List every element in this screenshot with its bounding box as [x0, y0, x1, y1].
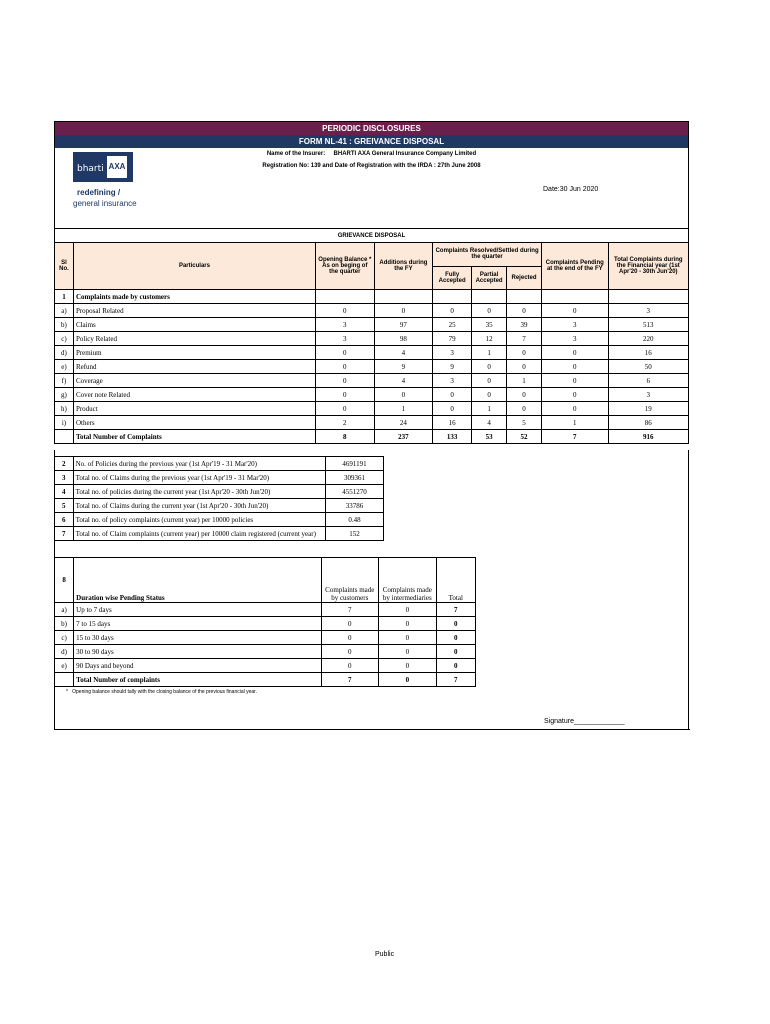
row-additions: 1	[374, 402, 433, 416]
grievance-table	[54, 228, 689, 444]
stat-label: Total no. of Claims during the current year (1st Apr'20 - 30th Jun'20)	[73, 499, 326, 513]
duration-row-label: 90 Days and beyond	[74, 659, 321, 673]
row-index: a)	[55, 304, 74, 318]
row-opening: 2	[316, 416, 375, 430]
duration-number: 8	[55, 558, 74, 603]
row-total: 19	[608, 402, 688, 416]
grievance-form	[54, 121, 689, 695]
col-total: Total Complaints during the Financial year (1st Apr'20 - 30th Jun'20)	[608, 243, 688, 290]
row-total: 513	[608, 318, 688, 332]
row-additions: 98	[374, 332, 433, 346]
row-index: f)	[55, 374, 74, 388]
row-fully: 79	[433, 332, 472, 346]
frame-left-border	[54, 450, 55, 730]
row-opening: 0	[316, 402, 375, 416]
row-partial: 0	[472, 360, 507, 374]
duration-customers: 0	[321, 645, 379, 659]
row-opening: 0	[316, 388, 375, 402]
row-label: Refund	[73, 360, 315, 374]
form-header	[54, 148, 689, 228]
row-opening: 3	[316, 318, 375, 332]
row-pending: 0	[541, 304, 608, 318]
row-pending: 1	[541, 416, 608, 430]
duration-customers: 0	[321, 617, 379, 631]
row-total: 6	[608, 374, 688, 388]
total-partial: 53	[472, 430, 507, 444]
duration-intermediaries: 0	[379, 659, 437, 673]
stat-number: 2	[55, 457, 74, 471]
stat-value: 152	[326, 527, 384, 541]
stat-value: 309361	[326, 471, 384, 485]
duration-intermediaries: 0	[379, 603, 437, 617]
row-opening: 0	[316, 374, 375, 388]
stat-value: 4551270	[326, 485, 384, 499]
stat-number: 4	[55, 485, 74, 499]
duration-row	[55, 659, 476, 673]
duration-total-customers: 7	[321, 673, 379, 687]
row-pending: 0	[541, 374, 608, 388]
row-additions: 9	[374, 360, 433, 374]
logo-brand: bharti	[77, 164, 104, 174]
total-rejected: 52	[507, 430, 542, 444]
complaint-row	[55, 374, 689, 388]
insurer-name: BHARTI AXA General Insurance Company Limited	[333, 151, 477, 157]
row-pending: 0	[541, 360, 608, 374]
duration-col-intermediaries: Complaints made by intermediaries	[379, 558, 437, 603]
row-fully: 25	[433, 318, 472, 332]
stat-value: 0.48	[326, 513, 384, 527]
row-additions: 0	[374, 388, 433, 402]
row-partial: 35	[472, 318, 507, 332]
row-partial: 12	[472, 332, 507, 346]
row-fully: 0	[433, 388, 472, 402]
row-index: e)	[55, 360, 74, 374]
row-opening: 0	[316, 304, 375, 318]
row-rejected: 0	[507, 388, 542, 402]
duration-total: 0	[436, 617, 475, 631]
row-fully: 3	[433, 374, 472, 388]
stat-number: 6	[55, 513, 74, 527]
duration-col-customers: Complaints made by customers	[321, 558, 379, 603]
total-total: 916	[608, 430, 688, 444]
row-label: Premium	[73, 346, 315, 360]
stat-value: 4691191	[326, 457, 384, 471]
row-rejected: 5	[507, 416, 542, 430]
row-partial: 4	[472, 416, 507, 430]
section-title: GRIEVANCE DISPOSAL	[55, 229, 689, 243]
row-rejected: 0	[507, 360, 542, 374]
stat-row	[55, 513, 384, 527]
row-opening: 3	[316, 332, 375, 346]
row-label: Coverage	[73, 374, 315, 388]
footnote-text: Opening balance should tally with the closing balance of the previous financial year.	[72, 689, 257, 695]
duration-total: 7	[436, 603, 475, 617]
duration-total-total: 7	[436, 673, 475, 687]
duration-total-label: Total Number of complaints	[74, 673, 321, 687]
row-index: h)	[55, 402, 74, 416]
row-pending: 0	[541, 346, 608, 360]
row-total: 50	[608, 360, 688, 374]
row-additions: 97	[374, 318, 433, 332]
row-fully: 16	[433, 416, 472, 430]
row-label: Cover note Related	[73, 388, 315, 402]
duration-row	[55, 603, 476, 617]
duration-index: a)	[55, 603, 74, 617]
col-additions: Additions during the FY	[374, 243, 433, 290]
report-date: Date:30 Jun 2020	[543, 186, 599, 193]
row-total: 86	[608, 416, 688, 430]
complaint-row	[55, 388, 689, 402]
stat-label: No. of Policies during the previous year (1st Apr'19 - 31 Mar'20)	[73, 457, 326, 471]
duration-intermediaries: 0	[379, 631, 437, 645]
row-rejected: 1	[507, 374, 542, 388]
stat-label: Total no. of policy complaints (current year) per 10000 policies	[73, 513, 326, 527]
row-rejected: 39	[507, 318, 542, 332]
stat-label: Total no. of policies during the current year (1st Apr'20 - 30th Jun'20)	[73, 485, 326, 499]
duration-index: d)	[55, 645, 74, 659]
duration-table	[54, 557, 476, 687]
signature-line: Signature_____________	[544, 718, 625, 725]
row-index: c)	[55, 332, 74, 346]
row-rejected: 0	[507, 402, 542, 416]
row-index: b)	[55, 318, 74, 332]
col-opening: Opening Balance * As on beging of the quarter	[316, 243, 375, 290]
row-partial: 0	[472, 304, 507, 318]
stat-number: 5	[55, 499, 74, 513]
group-number: 1	[55, 290, 74, 304]
duration-row-label: 15 to 30 days	[74, 631, 321, 645]
duration-row-label: Up to 7 days	[74, 603, 321, 617]
insurer-label: Name of the Insurer:	[266, 151, 326, 157]
col-rejected: Rejected	[507, 266, 542, 290]
duration-row-label: 30 to 90 days	[74, 645, 321, 659]
complaint-row	[55, 360, 689, 374]
duration-row	[55, 631, 476, 645]
footnote	[54, 689, 689, 695]
total-pending: 7	[541, 430, 608, 444]
duration-row-label: 7 to 15 days	[74, 617, 321, 631]
row-label: Claims	[73, 318, 315, 332]
col-slno: Sl No.	[55, 243, 74, 290]
complaint-row	[55, 402, 689, 416]
row-label: Product	[73, 402, 315, 416]
stat-row	[55, 471, 384, 485]
row-partial: 1	[472, 402, 507, 416]
duration-total-intermediaries: 0	[379, 673, 437, 687]
row-additions: 4	[374, 374, 433, 388]
col-resolved: Complaints Resolved/Settled during the quarter	[433, 243, 542, 267]
row-additions: 0	[374, 304, 433, 318]
col-particulars: Particulars	[73, 243, 315, 290]
duration-total: 0	[436, 631, 475, 645]
duration-total: 0	[436, 659, 475, 673]
complaint-row	[55, 318, 689, 332]
registration-line: Registration No: 139 and Date of Registration with the IRDA : 27th June 2008	[262, 163, 481, 169]
total-label: Total Number of Complaints	[73, 430, 315, 444]
row-index: d)	[55, 346, 74, 360]
duration-row	[55, 617, 476, 631]
frame-right-border	[688, 450, 689, 730]
row-pending: 0	[541, 402, 608, 416]
total-additions: 237	[374, 430, 433, 444]
row-total: 3	[608, 388, 688, 402]
logo-tagline-2: general insurance	[73, 199, 137, 208]
stat-row	[55, 527, 384, 541]
frame-bottom-border	[54, 729, 690, 730]
row-total: 220	[608, 332, 688, 346]
stat-row	[55, 485, 384, 499]
duration-label: Duration wise Pending Status	[74, 558, 321, 603]
stats-table	[54, 456, 384, 541]
duration-row	[55, 645, 476, 659]
duration-customers: 7	[321, 603, 379, 617]
logo-tagline-1: redefining /	[77, 188, 121, 197]
row-partial: 0	[472, 388, 507, 402]
stat-value: 33786	[326, 499, 384, 513]
complaint-row	[55, 304, 689, 318]
row-opening: 0	[316, 346, 375, 360]
duration-total: 0	[436, 645, 475, 659]
periodic-disclosures-band: PERIODIC DISCLOSURES	[54, 121, 689, 135]
complaints-total-row	[55, 430, 689, 444]
duration-index: e)	[55, 659, 74, 673]
axa-icon: AXA	[107, 156, 127, 178]
row-fully: 0	[433, 304, 472, 318]
duration-intermediaries: 0	[379, 617, 437, 631]
complaint-rows	[55, 304, 689, 430]
complaints-group-row	[55, 290, 689, 304]
row-fully: 3	[433, 346, 472, 360]
row-additions: 24	[374, 416, 433, 430]
duration-intermediaries: 0	[379, 645, 437, 659]
row-total: 16	[608, 346, 688, 360]
stat-row	[55, 457, 384, 471]
footnote-star: *	[66, 689, 68, 695]
row-pending: 3	[541, 318, 608, 332]
stat-number: 3	[55, 471, 74, 485]
insurer-line	[55, 151, 688, 157]
stat-label: Total no. of Claims during the previous year (1st Apr'19 - 31 Mar'20)	[73, 471, 326, 485]
row-label: Others	[73, 416, 315, 430]
row-pending: 3	[541, 332, 608, 346]
row-rejected: 0	[507, 346, 542, 360]
complaint-row	[55, 346, 689, 360]
row-opening: 0	[316, 360, 375, 374]
row-additions: 4	[374, 346, 433, 360]
row-index: i)	[55, 416, 74, 430]
stat-number: 7	[55, 527, 74, 541]
row-rejected: 0	[507, 304, 542, 318]
complaint-row	[55, 416, 689, 430]
row-rejected: 7	[507, 332, 542, 346]
duration-header-row	[55, 558, 476, 603]
col-fully-accepted: Fully Accepted	[433, 266, 472, 290]
stat-row	[55, 499, 384, 513]
form-title-band: FORM NL-41 : GREIVANCE DISPOSAL	[54, 135, 689, 148]
duration-index: b)	[55, 617, 74, 631]
row-partial: 1	[472, 346, 507, 360]
row-total: 3	[608, 304, 688, 318]
total-fully: 133	[433, 430, 472, 444]
duration-customers: 0	[321, 631, 379, 645]
row-partial: 0	[472, 374, 507, 388]
group-label: Complaints made by customers	[73, 290, 315, 304]
row-label: Proposal Related	[73, 304, 315, 318]
duration-col-total: Total	[436, 558, 475, 603]
row-fully: 9	[433, 360, 472, 374]
complaint-row	[55, 332, 689, 346]
duration-customers: 0	[321, 659, 379, 673]
row-label: Policy Related	[73, 332, 315, 346]
row-index: g)	[55, 388, 74, 402]
row-pending: 0	[541, 388, 608, 402]
row-fully: 0	[433, 402, 472, 416]
total-opening: 8	[316, 430, 375, 444]
stat-label: Total no. of Claim complaints (current year) per 10000 claim registered (current year)	[73, 527, 326, 541]
col-pending: Complaints Pending at the end of the FY	[541, 243, 608, 290]
duration-index: c)	[55, 631, 74, 645]
public-label: Public	[375, 951, 395, 958]
duration-total-row	[55, 673, 476, 687]
col-partial-accepted: Partial Accepted	[472, 266, 507, 290]
